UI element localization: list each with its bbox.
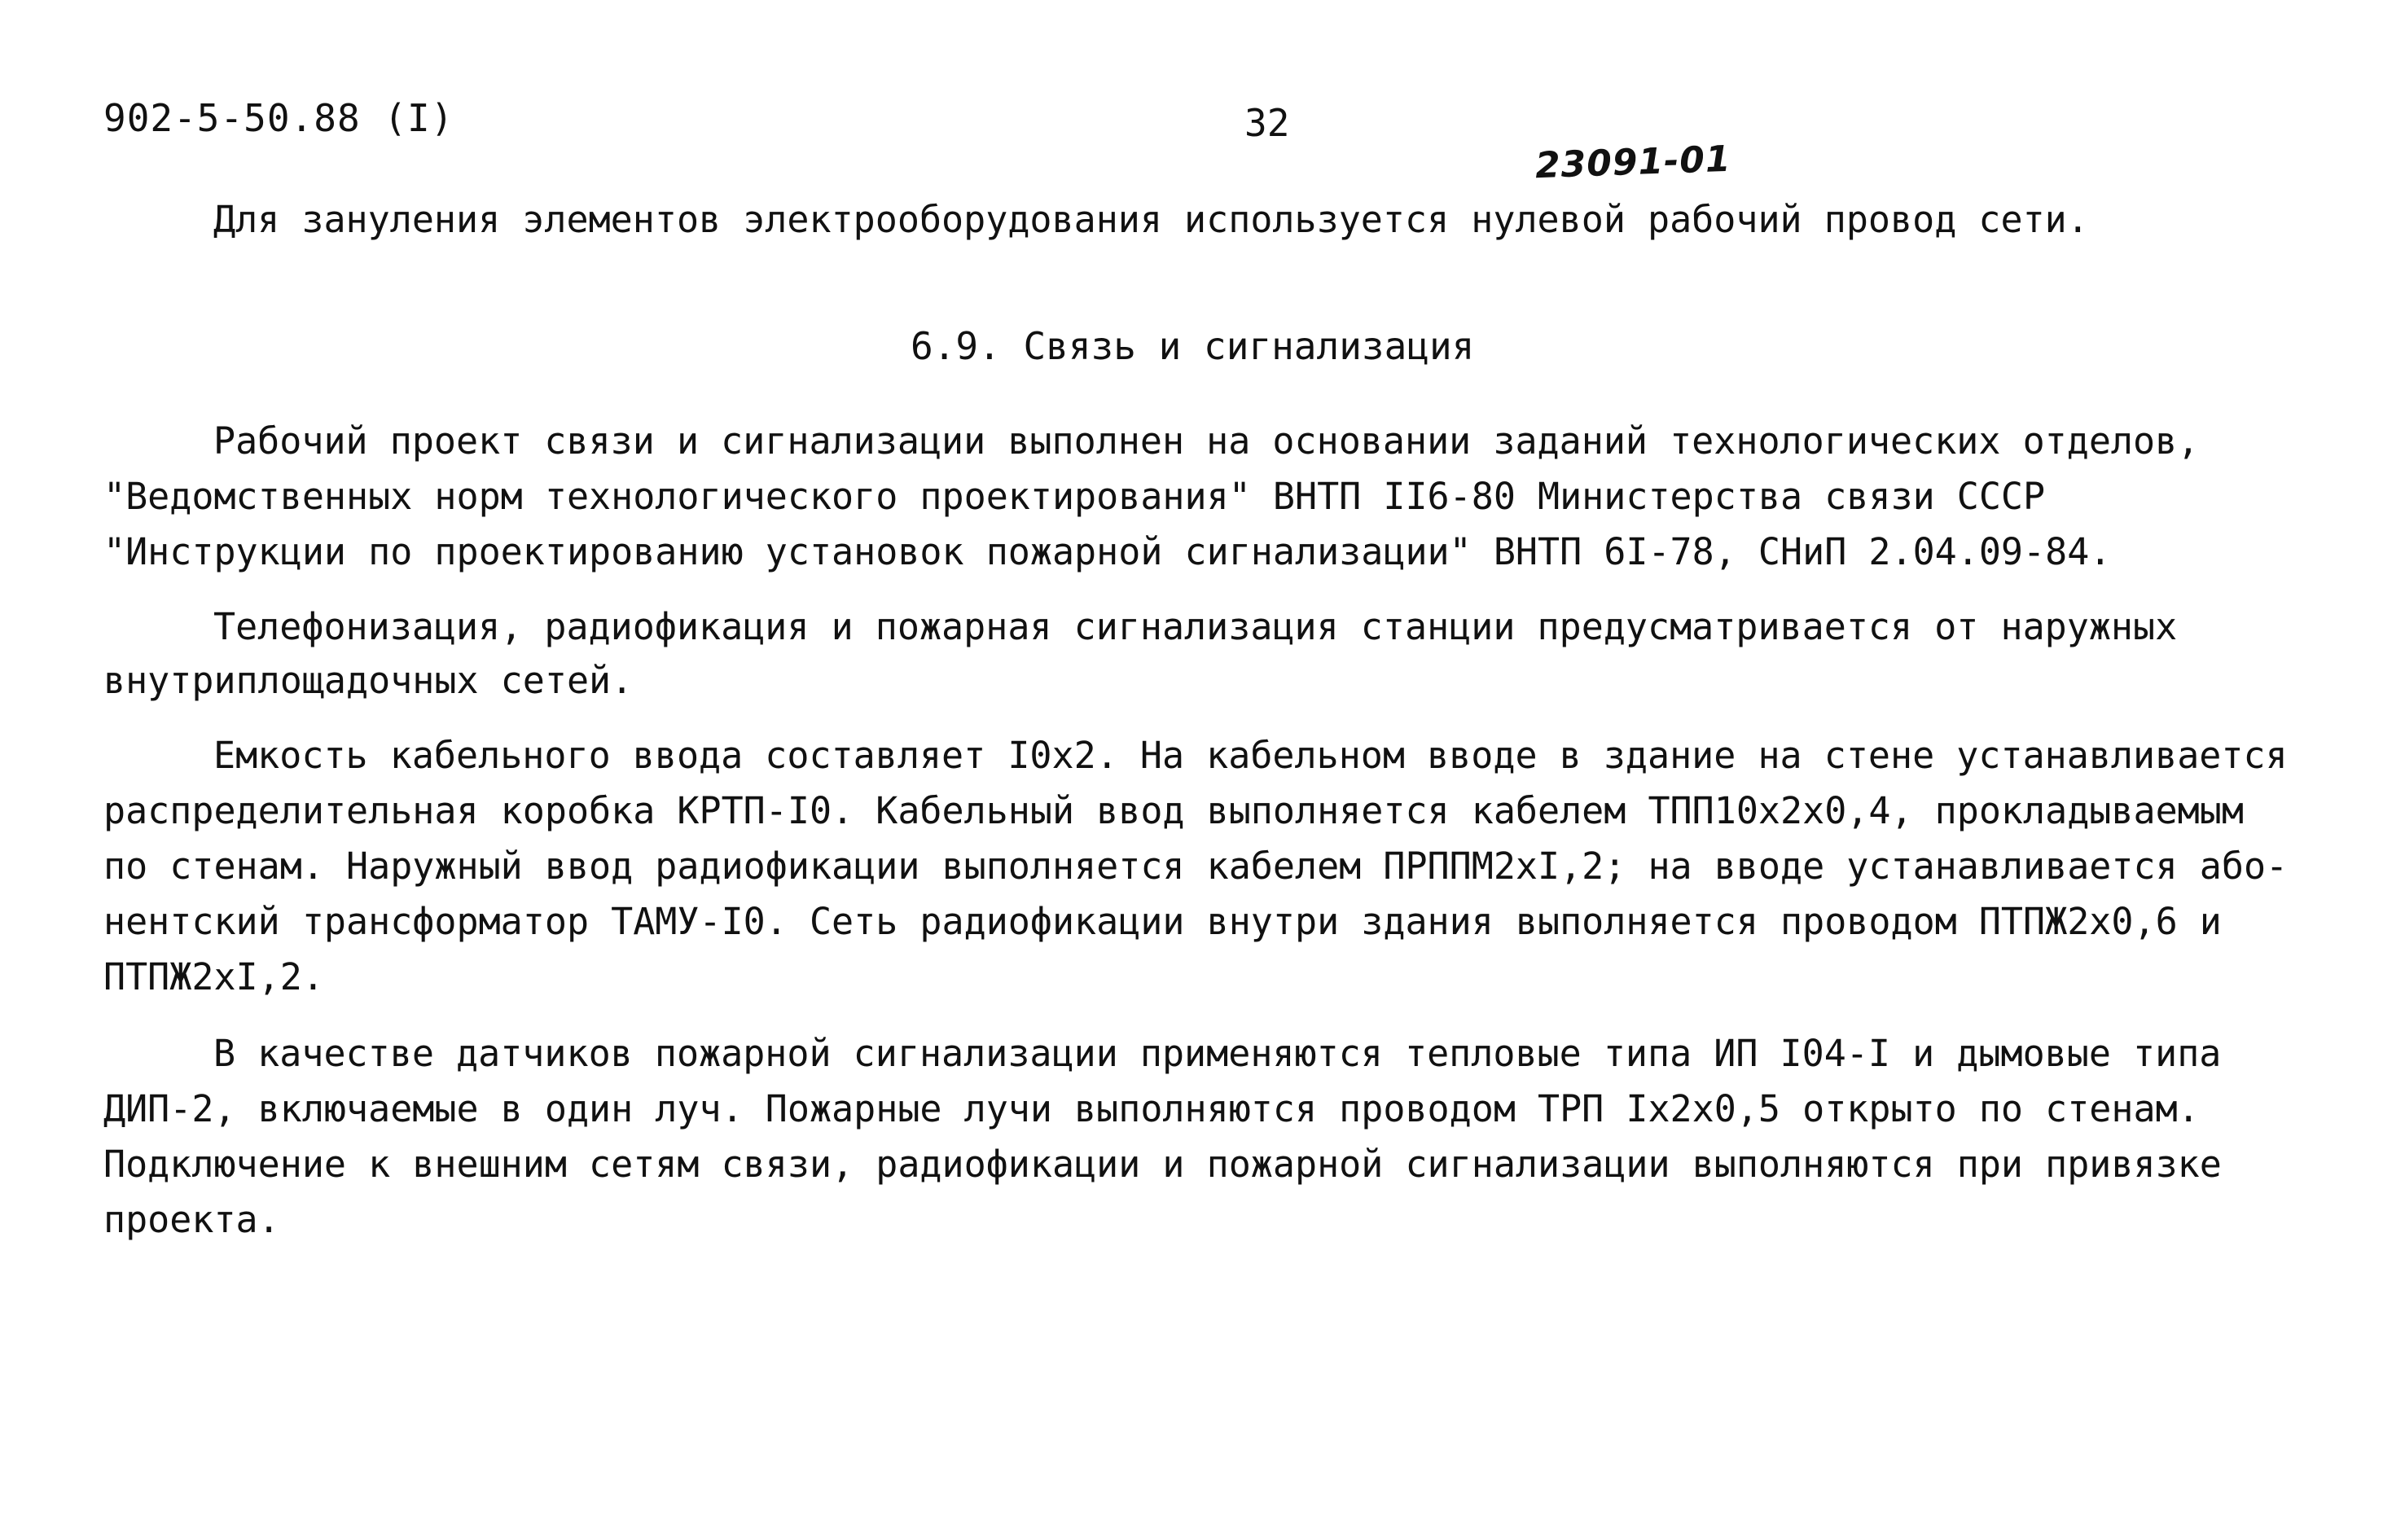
paragraph-line: "Инструкции по проектированию установок пожарной сигнализации" ВНТП 6I-78, СНиП 2.04.09-84.: [103, 530, 2112, 573]
paragraph-line: ДИП-2, включаемые в один луч. Пожарные лучи выполняются проводом ТРП Ix2x0,5 открыто по стенам.: [103, 1087, 2200, 1130]
paragraph-line: Емкость кабельного ввода составляет I0x2. На кабельном вводе в здание на стене устанавливается: [213, 734, 2288, 777]
paragraph-line: по стенам. Наружный ввод радиофикации выполняется кабелем ПРППМ2xI,2; на вводе устанавливается або-: [103, 845, 2289, 888]
intro-line: Для зануления элементов электрооборудования используется нулевой рабочий провод сети.: [213, 198, 2089, 241]
section-title: 6.9. Связь и сигнализация: [911, 324, 1475, 368]
page-number: 32: [1244, 101, 1290, 145]
paragraph-line: проекта.: [103, 1198, 280, 1241]
paragraph-line: В качестве датчиков пожарной сигнализации применяются тепловые типа ИП I04-I и дымовые типа: [213, 1032, 2222, 1075]
paragraph-line: Подключение к внешним сетям связи, радиофикации и пожарной сигнализации выполняются при привязке: [103, 1143, 2222, 1186]
paragraph-line: Рабочий проект связи и сигнализации выполнен на основании заданий технологических отделов,: [213, 419, 2200, 463]
paragraph-line: Телефонизация, радиофикация и пожарная сигнализация станции предусматривается от наружных: [213, 605, 2178, 648]
paragraph-line: "Ведомственных норм технологического проектирования" ВНТП II6-80 Министерства связи СССР: [103, 475, 2046, 518]
handwritten-stamp-number: 23091-01: [1534, 138, 1732, 187]
document-code: 902-5-50.88 (I): [103, 96, 454, 140]
paragraph-line: нентский трансформатор ТАМУ-I0. Сеть радиофикации внутри здания выполняется проводом ПТПЖ2x0,6 и: [103, 900, 2222, 943]
paragraph-line: внутриплощадочных сетей.: [103, 659, 634, 702]
paragraph-line: ПТПЖ2xI,2.: [103, 955, 324, 998]
paragraph-line: распределительная коробка КРТП-I0. Кабельный ввод выполняется кабелем ТПП10x2x0,4, прокладываемым: [103, 789, 2244, 832]
